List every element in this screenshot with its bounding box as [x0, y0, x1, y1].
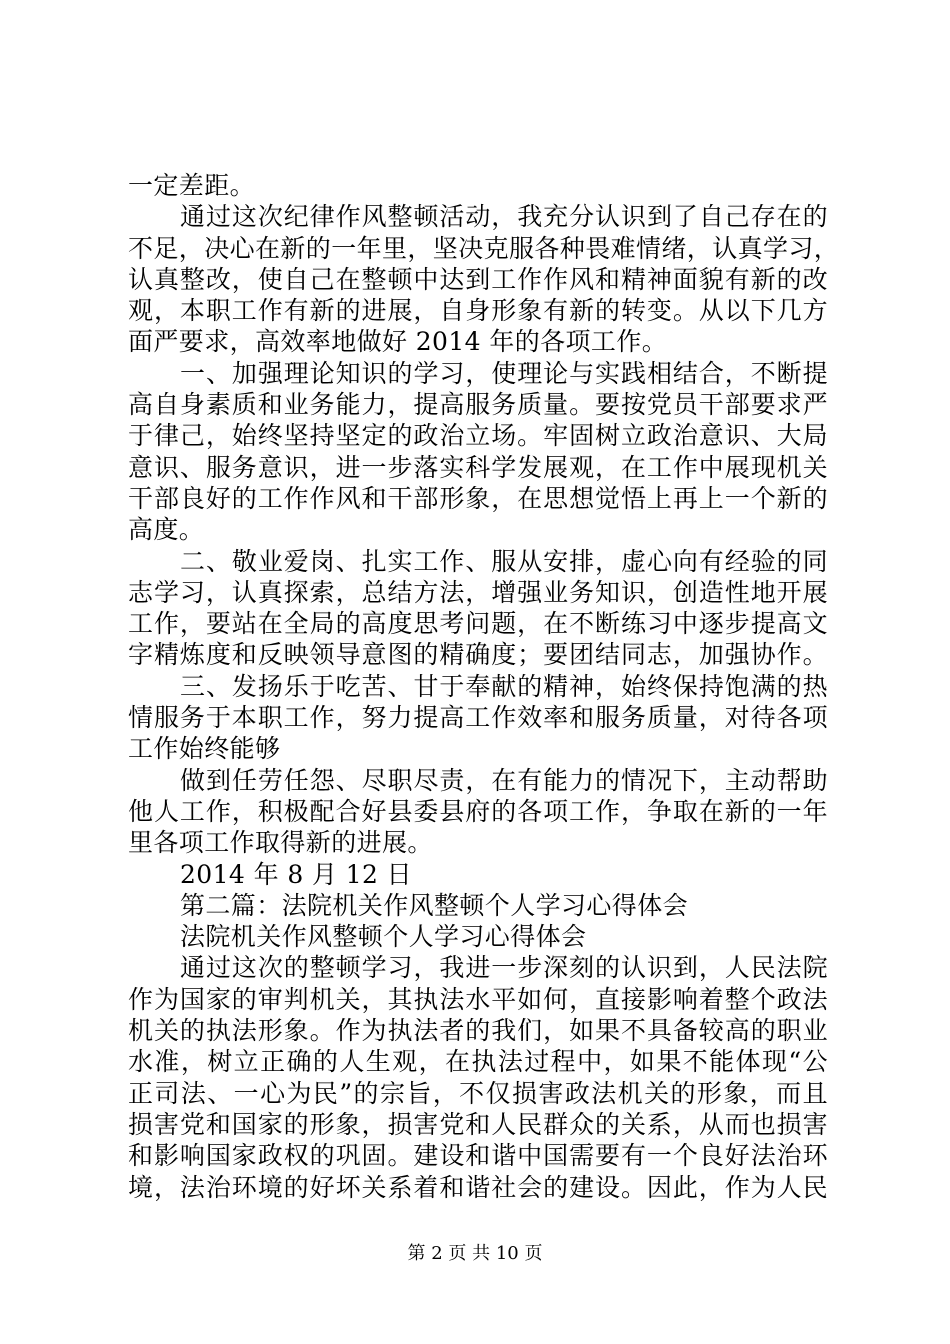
text-line: 一、加强理论知识的学习，使理论与实践相结合，不断提	[180, 358, 828, 388]
text-line: 三、发扬乐于吃苦、甘于奉献的精神，始终保持饱满的热	[180, 671, 828, 701]
text-line: 机关的执法形象。作为执法者的我们，如果不具备较高的职业	[128, 1016, 828, 1046]
text-line: 干部良好的工作作风和干部形象，在思想觉悟上再上一个新的	[128, 483, 828, 513]
text-line: 损害党和国家的形象，损害党和人民群众的关系，从而也损害	[128, 1109, 828, 1139]
article-title: 法院机关作风整顿个人学习心得体会	[180, 922, 587, 952]
text-line: 和影响国家政权的巩固。建设和谐中国需要有一个良好法治环	[128, 1141, 828, 1171]
text-line: 工作始终能够	[128, 734, 281, 764]
text-line: 观，本职工作有新的进展，自身形象有新的转变。从以下几方	[128, 296, 828, 326]
text-line: 志学习，认真探索，总结方法，增强业务知识，创造性地开展	[128, 577, 828, 607]
section-heading: 第二篇：法院机关作风整顿个人学习心得体会	[180, 890, 689, 920]
page-number-footer: 第 2 页 共 10 页	[407, 1243, 543, 1264]
text-line: 高度。	[128, 515, 205, 545]
text-line: 字精炼度和反映领导意图的精确度；要团结同志，加强协作。	[128, 640, 828, 670]
text-line: 情服务于本职工作，努力提高工作效率和服务质量，对待各项	[128, 703, 828, 733]
text-line: 作为国家的审判机关，其执法水平如何，直接影响着整个政法	[128, 984, 828, 1014]
text-line: 认真整改，使自己在整顿中达到工作作风和精神面貌有新的改	[128, 264, 828, 294]
text-line: 二、敬业爱岗、扎实工作、服从安排，虚心向有经验的同	[180, 546, 828, 576]
document-body	[128, 170, 840, 1203]
text-line: 水准，树立正确的人生观，在执法过程中，如果不能体现“公	[128, 1047, 828, 1077]
text-line: 境，法治环境的好坏关系着和谐社会的建设。因此，作为人民	[128, 1172, 828, 1202]
text-line: 做到任劳任怨、尽职尽责，在有能力的情况下，主动帮助	[180, 765, 828, 795]
text-line: 一定差距。	[128, 171, 256, 200]
text-line: 里各项工作取得新的进展。	[128, 828, 433, 858]
text-line: 于律己，始终坚持坚定的政治立场。牢固树立政治意识、大局	[128, 421, 828, 451]
text-line: 高自身素质和业务能力，提高服务质量。要按党员干部要求严	[128, 390, 828, 420]
text-line: 通过这次纪律作风整顿活动，我充分认识到了自己存在的	[180, 202, 828, 232]
text-line: 意识、服务意识，进一步落实科学发展观，在工作中展现机关	[128, 452, 828, 482]
text-line: 不足，决心在新的一年里，坚决克服各种畏难情绪，认真学习，	[128, 233, 840, 263]
text-line: 工作，要站在全局的高度思考问题，在不断练习中逐步提高文	[128, 609, 828, 639]
date-line: 2014 年 8 月 12 日	[180, 859, 413, 889]
text-line: 正司法、一心为民”的宗旨，不仅损害政法机关的形象，而且	[128, 1078, 828, 1108]
text-line: 面严要求，高效率地做好 2014 年的各项工作。	[128, 327, 668, 357]
text-line: 他人工作，积极配合好县委县府的各项工作，争取在新的一年	[128, 796, 828, 826]
text-line: 通过这次的整顿学习，我进一步深刻的认识到，人民法院	[180, 953, 828, 983]
